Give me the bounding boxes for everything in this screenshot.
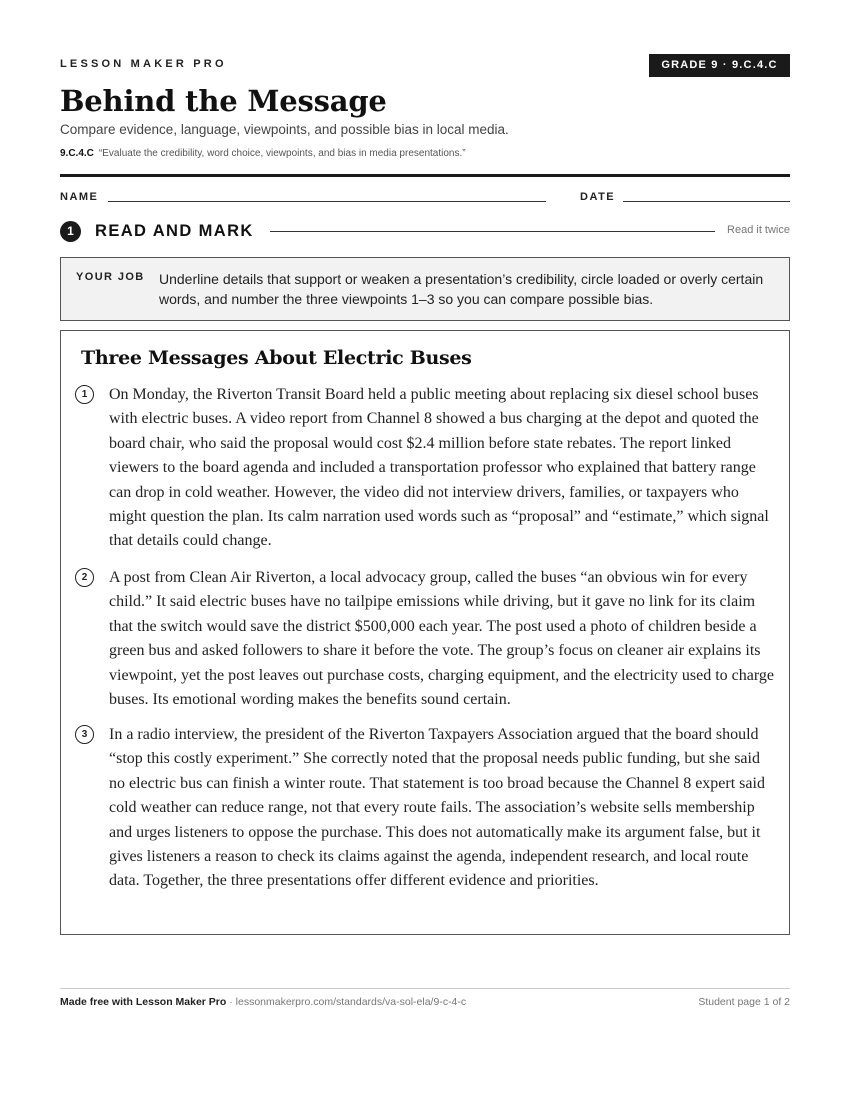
page-title: Behind the Message (60, 84, 387, 118)
paragraph-number-2: 2 (75, 568, 94, 587)
reading-passage-box (60, 330, 790, 935)
standard-text: “Evaluate the credibility, word choice, viewpoints, and bias in media presentations.” (98, 148, 466, 159)
paragraph-number-3: 3 (75, 725, 94, 744)
date-field-line[interactable] (623, 201, 790, 202)
name-label: NAME (60, 191, 99, 203)
footer-url[interactable]: · lessonmakerpro.com/standards/va-sol-ela/9-c-4-c (226, 996, 467, 1008)
name-field-line[interactable] (108, 201, 546, 202)
job-instructions-box (60, 257, 790, 321)
footer-credit (60, 996, 466, 1008)
footer-page-number: Student page 1 of 2 (698, 996, 790, 1008)
paragraph-text-2: A post from Clean Air Riverton, a local advocacy group, called the buses “an obvious win for every child.” It said electric buses have no tailpipe emissions while driving, but it gave no link for its claim that the switch would save the district $500,000 each year. The post used a photo of children beside a green bus and asked followers to share it before the vote. The group’s focus on cleaner air explains its viewpoint, yet the post leaves out purchase costs, charging equipment, and the electricity used to charge buses. Its emotional wording makes the benefits sound certain. (109, 569, 774, 709)
section-divider (270, 231, 715, 232)
brand-name: LESSON MAKER PRO (60, 58, 227, 70)
footer-made-with: Made free with Lesson Maker Pro (60, 996, 227, 1008)
paragraph-text-3: In a radio interview, the president of the Riverton Taxpayers Association argued that the board should “stop this costly experiment.” She correctly noted that the proposal needs public funding, but she said no electric bus can finish a winter route. That statement is too broad because the Channel 8 expert said cold weather can reduce range, not that every route fails. The association’s website sells membership and urges listeners to oppose the purchase. This does not automatically make its argument false, but it gives listeners a reason to check its claims against the agenda, independent research, and local route data. Together, the three presentations offer different evidence and priorities. (109, 726, 765, 890)
footer-divider (60, 988, 790, 989)
paragraph-text-1: On Monday, the Riverton Transit Board held a public meeting about replacing six diesel school buses with electric buses. A video report from Channel 8 showed a bus charging at the depot and quoted the board chair, who said the proposal would cost $2.4 million before state rebates. The report linked viewers to the board agenda and included a transportation professor who explained that battery range can drop in cold weather. However, the video did not interview drivers, families, or taxpayers who might question the plan. Its calm narration used words such as “proposal” and “estimate,” which signal that details could change. (109, 386, 769, 550)
job-text: Underline details that support or weaken a presentation’s credibility, circle loaded or overly certain words, and number the three viewpoints 1–3 so you can compare possible bias. (159, 271, 764, 307)
standard-code: 9.C.4.C (60, 148, 94, 159)
section-title: READ AND MARK (95, 222, 254, 240)
standard-line (60, 148, 466, 159)
page-subtitle: Compare evidence, language, viewpoints, and possible bias in local media. (60, 122, 509, 137)
grade-badge: GRADE 9 · 9.C.4.C (649, 54, 790, 77)
job-label: YOUR JOB (76, 271, 145, 283)
paragraph-number-1: 1 (75, 385, 94, 404)
section-number-badge: 1 (60, 221, 81, 242)
header-divider (60, 174, 790, 177)
worksheet-page (60, 0, 790, 1100)
reading-title: Three Messages About Electric Buses (81, 347, 472, 369)
date-label: DATE (580, 191, 616, 203)
section-note: Read it twice (727, 224, 790, 236)
